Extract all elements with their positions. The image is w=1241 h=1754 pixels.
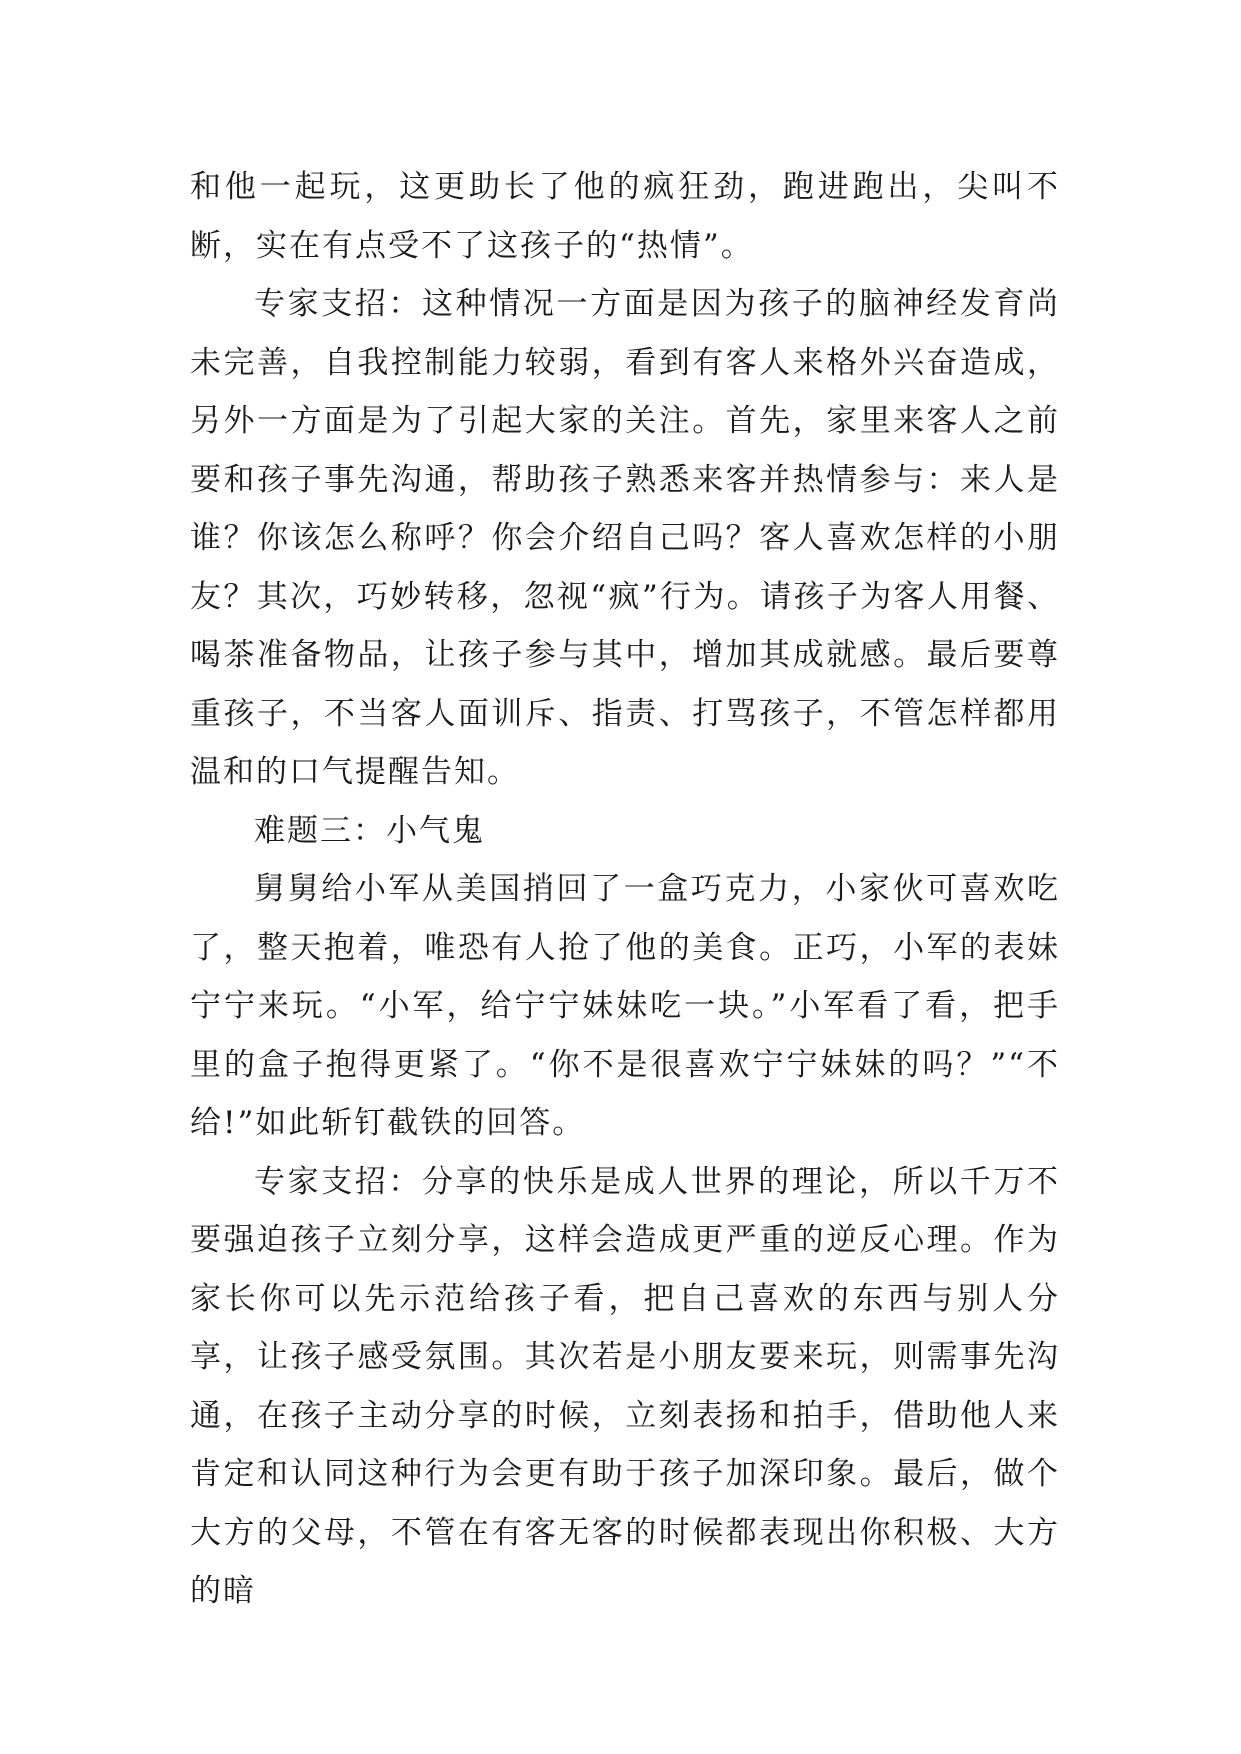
- section-heading-problem-three: 难题三：小气鬼: [254, 812, 485, 849]
- paragraph-expert-advice-1: 专家支招：这种情况一方面是因为孩子的脑神经发育尚未完善，自我控制能力较弱，看到有客人来格外兴奋造成，另外一方面是为了引起大家的关注。首先，家里来客人之前要和孩子事先沟通，帮助孩子熟悉来客并热情参与：来人是谁？你该怎么称呼？你会介绍自己吗？客人喜欢怎样的小朋友？其次，巧妙转移，忽视“疯”行为。请孩子为客人用餐、喝茶准备物品，让孩子参与其中，增加其成就感。最后要尊重孩子，不当客人面训斥、指责、打骂孩子，不管怎样都用温和的口气提醒告知。: [190, 286, 1060, 790]
- paragraph-expert-advice-2: 专家支招：分享的快乐是成人世界的理论，所以千万不要强迫孩子立刻分享，这样会造成更严重的逆反心理。作为家长你可以先示范给孩子看，把自己喜欢的东西与别人分享，让孩子感受氛围。其次若是小朋友要来玩，则需事先沟通，在孩子主动分享的时候，立刻表扬和拍手，借助他人来肯定和认同这种行为会更有助于孩子加深印象。最后，做个大方的父母，不管在有客无客的时候都表现出你积极、大方的暗: [190, 1163, 1060, 1609]
- paragraph-story: 舅舅给小军从美国捎回了一盒巧克力，小家伙可喜欢吃了，整天抱着，唯恐有人抢了他的美食。正巧，小军的表妹宁宁来玩。“小军，给宁宁妹妹吃一块。”小军看了看，把手里的盒子抱得更紧了。“你不是很喜欢宁宁妹妹的吗？”“不给!”如此斩钉截铁的回答。: [190, 871, 1060, 1141]
- paragraph-continuation: 和他一起玩，这更助长了他的疯狂劲，跑进跑出，尖叫不断，实在有点受不了这孩子的“热情”。: [190, 169, 1060, 264]
- document-body: [190, 158, 1060, 1621]
